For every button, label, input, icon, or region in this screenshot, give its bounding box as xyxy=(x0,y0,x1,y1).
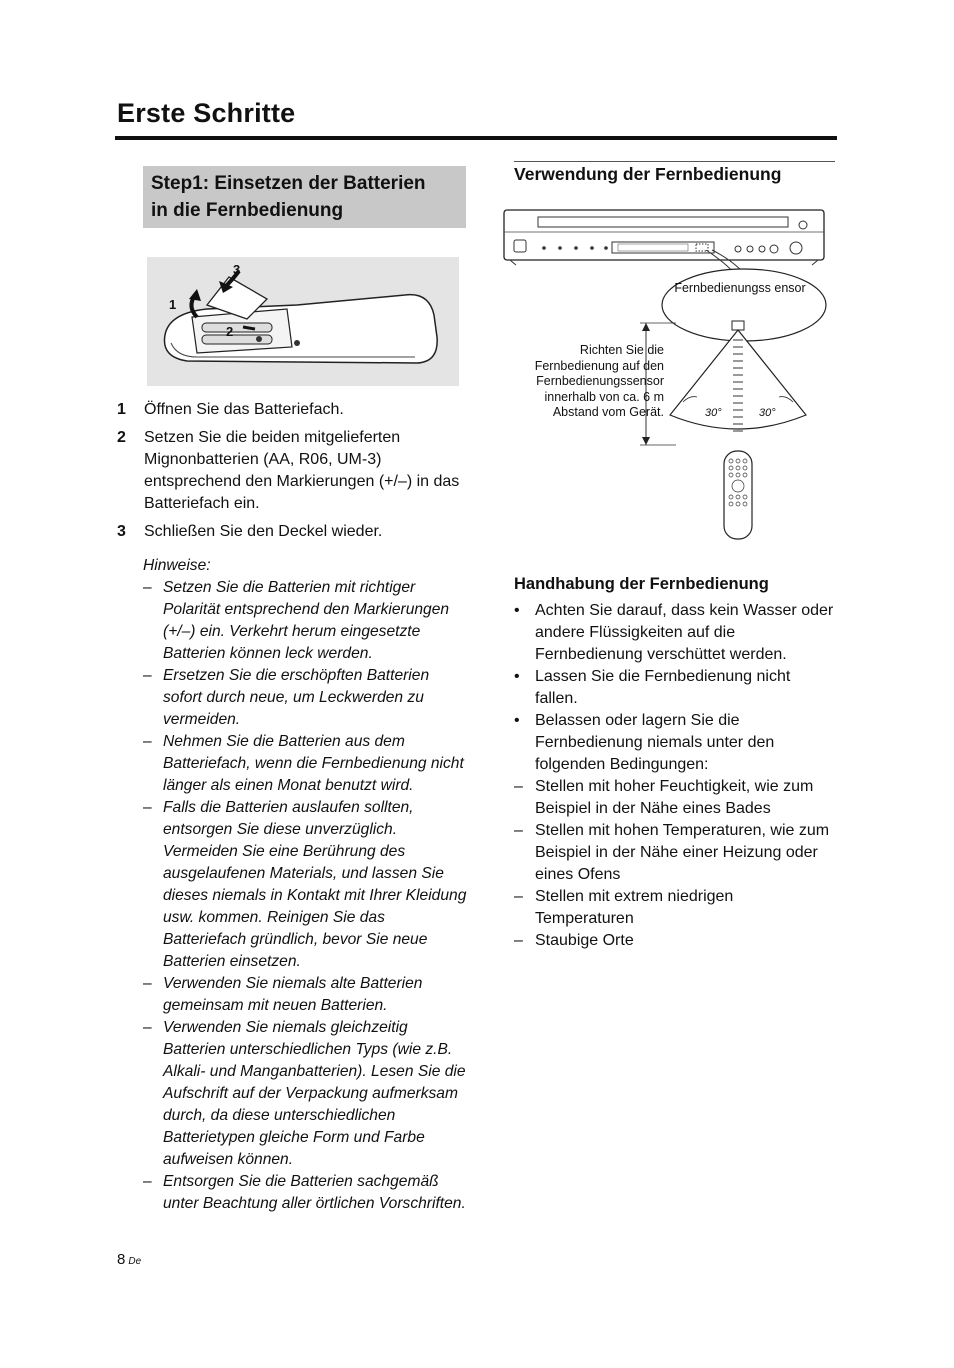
dash-marker: – xyxy=(143,975,152,992)
page-number-value: 8 xyxy=(117,1251,126,1268)
battery-figure xyxy=(147,257,459,386)
page-number xyxy=(117,1251,141,1268)
angle-left-label: 30° xyxy=(705,407,722,419)
handling-item xyxy=(514,710,836,776)
remote-usage-heading: Verwendung der Fernbedienung xyxy=(514,164,782,184)
note-item xyxy=(143,1171,468,1215)
title-rule xyxy=(115,136,837,140)
note-item xyxy=(143,577,468,665)
step-text: Setzen Sie die beiden mitgelieferten Mignonbatterien (AA, R06, UM-3) entsprechend den Markierungen (+/–) in das Batteriefach ein. xyxy=(144,429,460,512)
step-number: 2 xyxy=(117,429,126,446)
handling-text: Lassen Sie die Fernbedienung nicht fallen. xyxy=(535,668,791,707)
note-text: Falls die Batterien auslaufen sollten, entsorgen Sie diese unverzüglich. Vermeiden Sie eine Berührung des ausgelaufenen Materials, und lassen Sie dieses niemals in Kontakt mit Ihrer Kleidung usw. kommen. Reinigen Sie das Batteriefach gründlich, bevor Sie neue Batterien einsetzen. xyxy=(163,799,467,970)
figure-label-1: 1 xyxy=(169,297,177,312)
handling-item xyxy=(514,666,836,710)
notes-heading: Hinweise: xyxy=(143,557,211,574)
section-rule xyxy=(514,161,835,162)
list-marker: – xyxy=(514,888,523,905)
figure-label-3: 3 xyxy=(233,262,241,277)
step-item xyxy=(117,399,462,421)
handling-text: Achten Sie darauf, dass kein Wasser oder andere Flüssigkeiten auf die Fernbedienung verschüttet werden. xyxy=(535,602,834,663)
list-marker: – xyxy=(514,932,523,949)
list-marker: – xyxy=(514,778,523,795)
list-marker: • xyxy=(514,602,520,619)
step1-heading-line1: Step1: Einsetzen der Batterien xyxy=(151,173,426,194)
note-text: Verwenden Sie niemals alte Batterien gemeinsam mit neuen Batterien. xyxy=(163,975,423,1014)
handling-heading: Handhabung der Fernbedienung xyxy=(514,575,769,593)
step-number: 3 xyxy=(117,523,126,540)
step1-heading-box xyxy=(143,166,466,228)
handling-item xyxy=(514,776,836,820)
notes-section xyxy=(143,555,468,1215)
note-item xyxy=(143,1017,468,1171)
step-text: Öffnen Sie das Batteriefach. xyxy=(144,401,344,418)
handling-item xyxy=(514,820,836,886)
sensor-label: Fernbedienungss ensor xyxy=(674,281,806,295)
handling-item xyxy=(514,600,836,666)
list-marker: • xyxy=(514,712,520,729)
dash-marker: – xyxy=(143,733,152,750)
angle-right-label: 30° xyxy=(759,407,776,419)
note-text: Setzen Sie die Batterien mit richtiger Polarität entsprechend den Markierungen (+/–) ein. Verkehrt herum eingesetzte Batterien können leck werden. xyxy=(163,579,450,662)
step-item xyxy=(117,521,462,543)
step-item xyxy=(117,427,462,515)
page-title: Erste Schritte xyxy=(117,98,296,128)
note-item xyxy=(143,973,468,1017)
aim-instruction-label: Richten Sie die Fernbedienung auf den Fernbedienungssensor innerhalb von ca. 6 m Abstand vom Gerät. xyxy=(534,343,664,420)
note-text: Entsorgen Sie die Batterien sachgemäß unter Beachtung aller örtlichen Vorschriften. xyxy=(163,1173,466,1212)
dash-marker: – xyxy=(143,667,152,684)
step1-heading-line2: in die Fernbedienung xyxy=(151,200,344,221)
note-text: Ersetzen Sie die erschöpften Batterien sofort durch neue, um Leckwerden zu vermeiden. xyxy=(163,667,430,728)
step-list xyxy=(117,399,462,549)
handling-text: Belassen oder lagern Sie die Fernbedienung niemals unter den folgenden Bedingungen: xyxy=(535,712,775,773)
dash-marker: – xyxy=(143,579,152,596)
note-item xyxy=(143,665,468,731)
handling-text: Stellen mit extrem niedrigen Temperaturen xyxy=(535,888,734,927)
handling-item xyxy=(514,930,836,952)
note-item xyxy=(143,797,468,973)
note-text: Verwenden Sie niemals gleichzeitig Batterien unterschiedlichen Typs (wie z.B. Alkali- und Manganbatterien). Lesen Sie die Aufschrift auf der Verpackung aufmerksam durch, da diese unterschiedlichen Batterietypen gleiche Form und Farbe aufweisen können. xyxy=(163,1019,466,1168)
note-item xyxy=(143,731,468,797)
step-number: 1 xyxy=(117,401,126,418)
list-marker: – xyxy=(514,822,523,839)
dash-marker: – xyxy=(143,1173,152,1190)
page-lang: De xyxy=(128,1256,142,1267)
handling-item xyxy=(514,886,836,930)
dash-marker: – xyxy=(143,799,152,816)
remote-battery-illustration xyxy=(147,257,459,386)
handling-list xyxy=(514,600,836,952)
list-marker: • xyxy=(514,668,520,685)
step-text: Schließen Sie den Deckel wieder. xyxy=(144,523,383,540)
figure-label-2: 2 xyxy=(226,324,234,339)
dash-marker: – xyxy=(143,1019,152,1036)
handling-text: Staubige Orte xyxy=(535,932,634,949)
handling-text: Stellen mit hoher Feuchtigkeit, wie zum Beispiel in der Nähe eines Bades xyxy=(535,778,814,817)
handling-text: Stellen mit hohen Temperaturen, wie zum Beispiel in der Nähe einer Heizung oder eines Ofens xyxy=(535,822,830,883)
note-text: Nehmen Sie die Batterien aus dem Batteriefach, wenn die Fernbedienung nicht länger als einen Monat benutzt wird. xyxy=(163,733,464,794)
